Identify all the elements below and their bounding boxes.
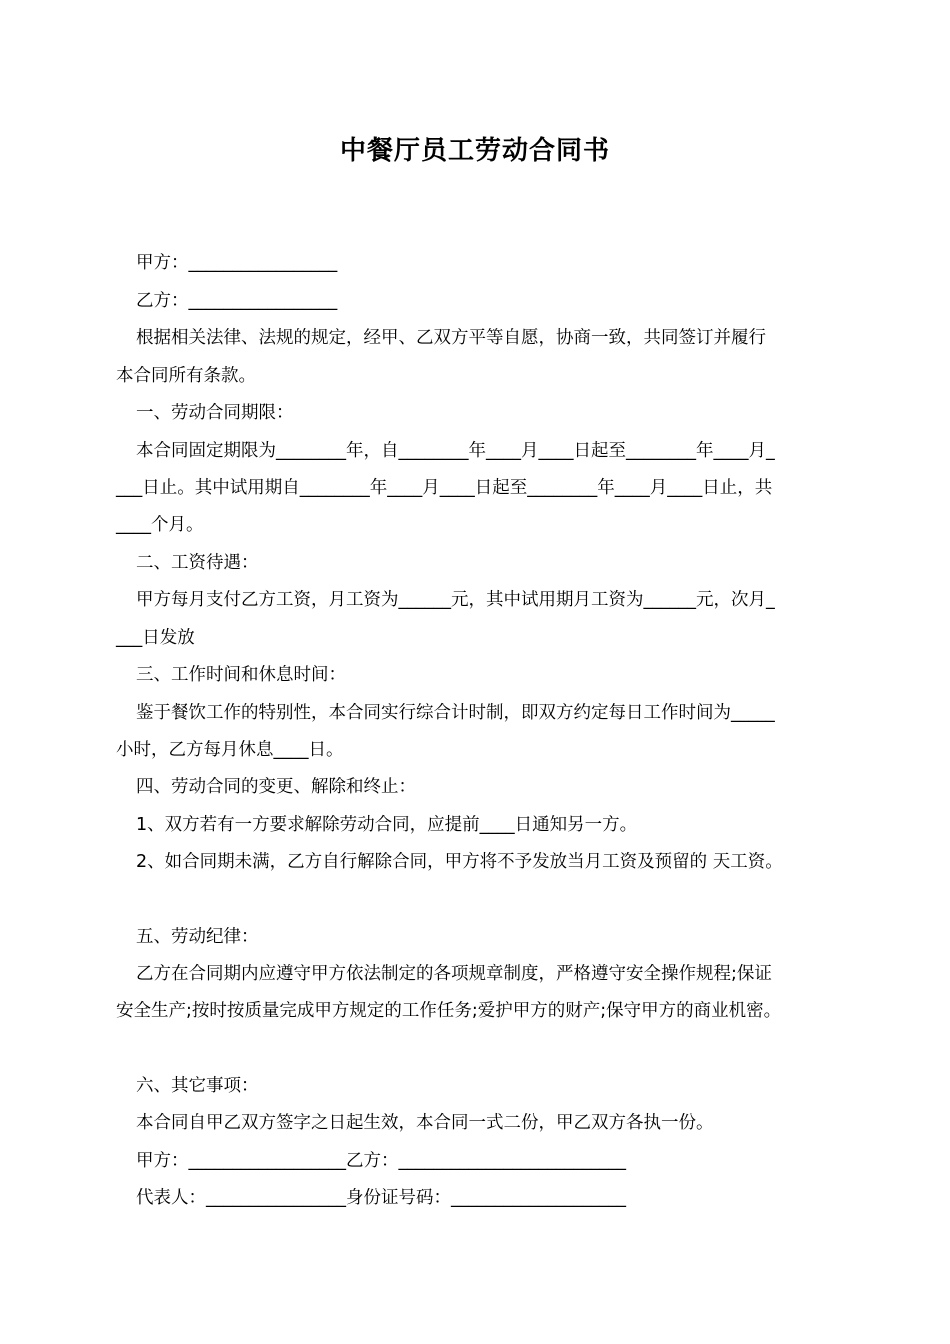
section-5-text-2: 安全生产;按时按质量完成甲方规定的工作任务;爱护甲方的财产;保守甲方的商业机密。: [116, 1001, 782, 1021]
section-1-text-3: ____个月。: [116, 515, 204, 535]
section-2-heading: 二、工资待遇：: [136, 553, 259, 573]
section-4-item-1: 1、双方若有一方要求解除劳动合同，应提前____日通知另一方。: [136, 815, 638, 835]
section-2-text-2: ___日发放: [116, 628, 195, 648]
party-b-line: 乙方：_________________: [136, 291, 338, 311]
section-1-text-2: ___日止。其中试用期自________年____月____日起至________年____月____日止，共: [116, 478, 773, 498]
section-3-heading: 三、工作时间和休息时间：: [136, 665, 346, 685]
section-4-item-2: 2、如合同期未满，乙方自行解除合同，甲方将不予发放当月工资及预留的 天工资。: [136, 852, 783, 872]
document-title: 中餐厅员工劳动合同书: [339, 136, 610, 166]
section-1-heading: 一、劳动合同期限：: [136, 403, 294, 423]
signature-parties-line: 甲方：__________________乙方：__________________________: [136, 1151, 626, 1171]
party-a-line: 甲方：_________________: [136, 253, 338, 273]
preamble-line-2: 本合同所有条款。: [116, 366, 256, 386]
preamble-line-1: 根据相关法律、法规的规定，经甲、乙双方平等自愿，协商一致，共同签订并履行: [136, 328, 766, 348]
section-5-heading: 五、劳动纪律：: [136, 927, 259, 947]
section-5-text-1: 乙方在合同期内应遵守甲方依法制定的各项规章制度，严格遵守安全操作规程;保证: [136, 964, 772, 984]
section-6-heading: 六、其它事项：: [136, 1076, 259, 1096]
section-4-heading: 四、劳动合同的变更、解除和终止：: [136, 777, 416, 797]
representative-id-line: 代表人：________________身份证号码：____________________: [136, 1188, 626, 1208]
section-6-text: 本合同自甲乙双方签字之日起生效，本合同一式二份，甲乙双方各执一份。: [136, 1113, 714, 1133]
section-3-text-2: 小时，乙方每月休息____日。: [116, 740, 344, 760]
section-3-text-1: 鉴于餐饮工作的特别性，本合同实行综合计时制，即双方约定每日工作时间为_____: [136, 703, 775, 723]
section-2-text-1: 甲方每月支付乙方工资，月工资为______元，其中试用期月工资为______元，次月_: [136, 590, 775, 610]
section-1-text-1: 本合同固定期限为________年，自________年____月____日起至________年____月_: [136, 441, 775, 461]
